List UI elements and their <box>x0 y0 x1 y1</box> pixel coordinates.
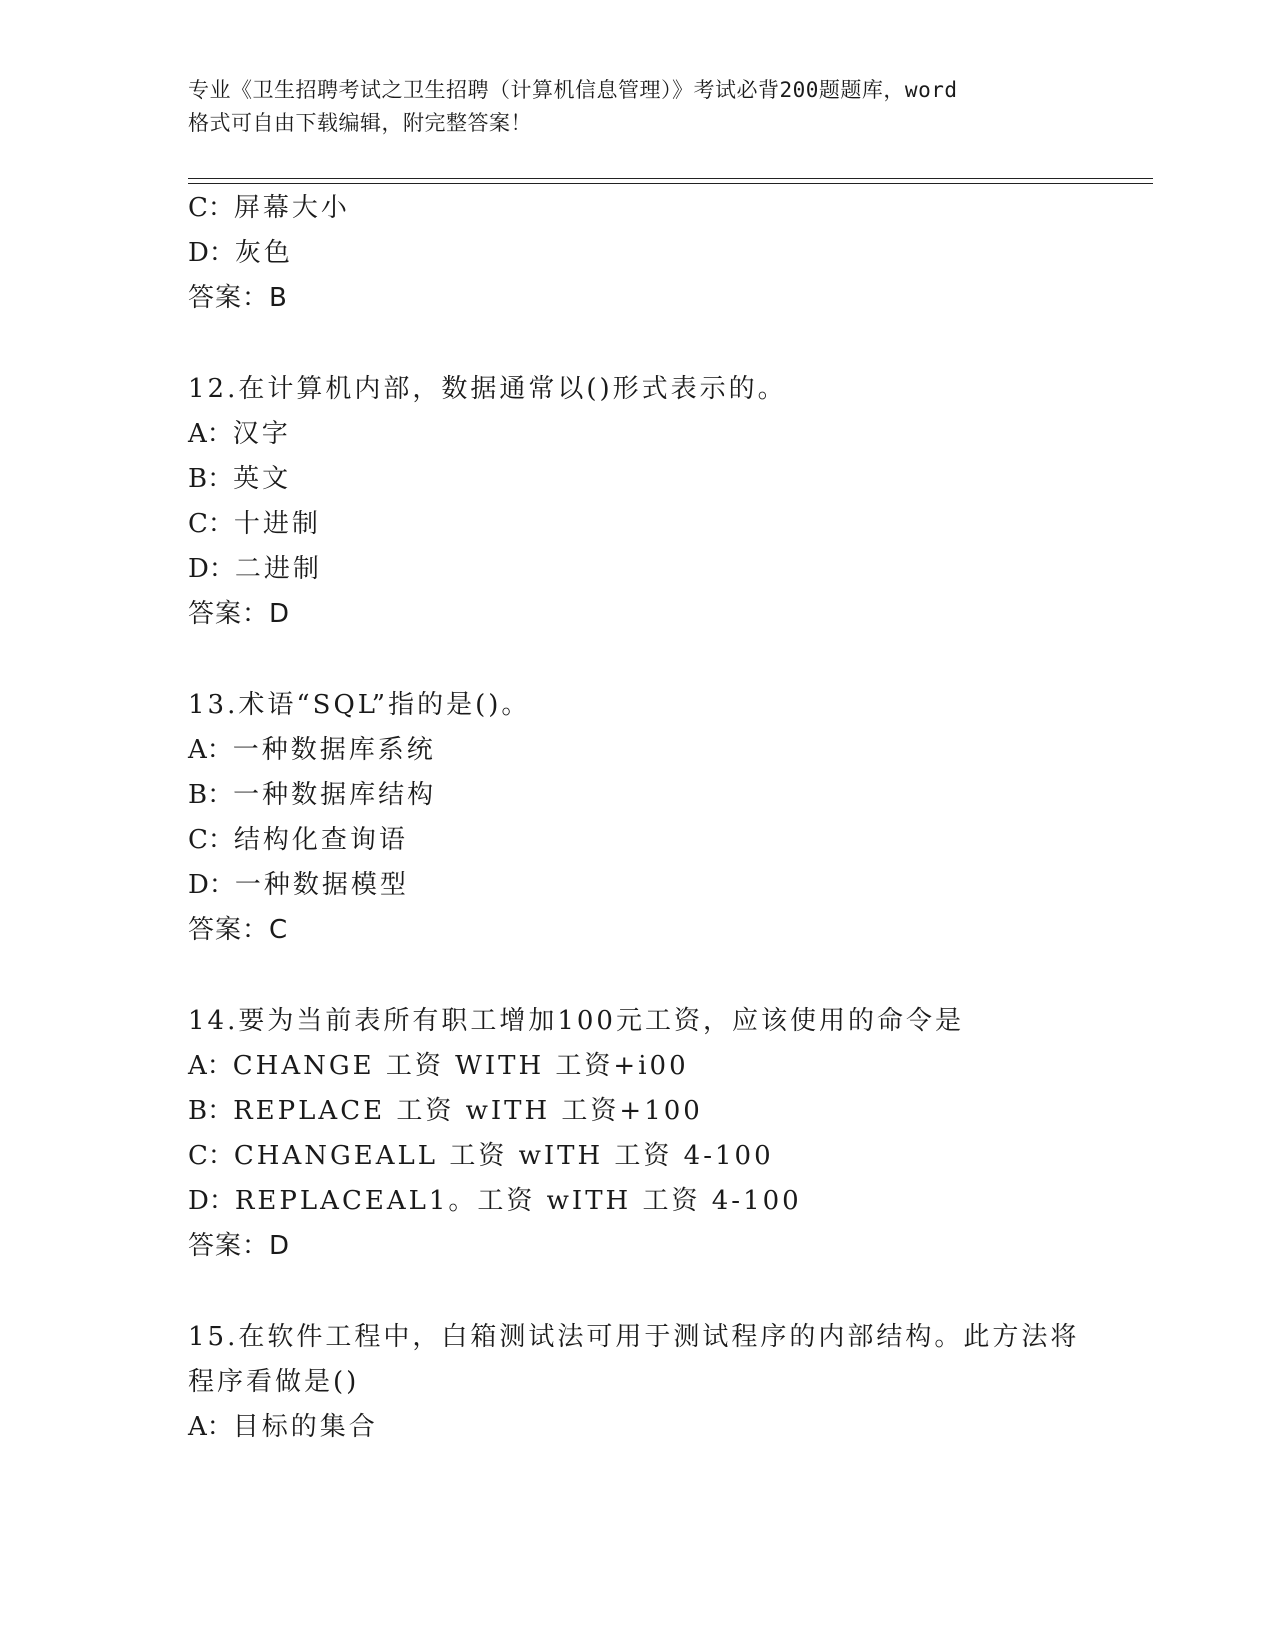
option-b: B：一种数据库结构 <box>188 780 437 810</box>
option-a: A：CHANGE 工资 WITH 工资+i00 <box>188 1051 689 1081</box>
option-c: C：十进制 <box>188 509 321 539</box>
option-d: D：灰色 <box>188 238 293 268</box>
document-header <box>188 74 1088 140</box>
option-a: A：目标的集合 <box>188 1412 378 1442</box>
answer-line: 答案：D <box>188 599 291 629</box>
header-line-1: 专业《卫生招聘考试之卫生招聘（计算机信息管理）》考试必背200题题库，word <box>188 78 958 102</box>
option-c: C：结构化查询语 <box>188 825 408 855</box>
answer-line: 答案：D <box>188 1231 291 1261</box>
option-c: C：屏幕大小 <box>188 193 350 223</box>
question-stem: 12.在计算机内部，数据通常以()形式表示的。 <box>188 374 787 404</box>
header-line-2: 格式可自由下载编辑，附完整答案！ <box>188 111 532 135</box>
question-stem: 15.在软件工程中，白箱测试法可用于测试程序的内部结构。此方法将 <box>188 1322 1080 1352</box>
question-stem: 14.要为当前表所有职工增加100元工资，应该使用的命令是 <box>188 1006 964 1036</box>
option-b: B：英文 <box>188 464 292 494</box>
option-c: C：CHANGEALL 工资 wITH 工资 4-100 <box>188 1141 774 1171</box>
answer-line: 答案：B <box>188 283 288 313</box>
option-d: D：一种数据模型 <box>188 870 409 900</box>
option-d: D：二进制 <box>188 554 322 584</box>
header-divider-top <box>188 178 1153 179</box>
option-a: A：汉字 <box>188 419 291 449</box>
option-b: B：REPLACE 工资 wITH 工资+100 <box>188 1096 703 1126</box>
answer-line: 答案：C <box>188 915 289 945</box>
question-stem: 13.术语“SQL”指的是()。 <box>188 690 531 720</box>
question-stem-continued: 程序看做是() <box>188 1367 360 1397</box>
option-d: D：REPLACEAL1。工资 wITH 工资 4-100 <box>188 1186 802 1216</box>
header-divider-bottom <box>188 183 1153 184</box>
option-a: A：一种数据库系统 <box>188 735 436 765</box>
